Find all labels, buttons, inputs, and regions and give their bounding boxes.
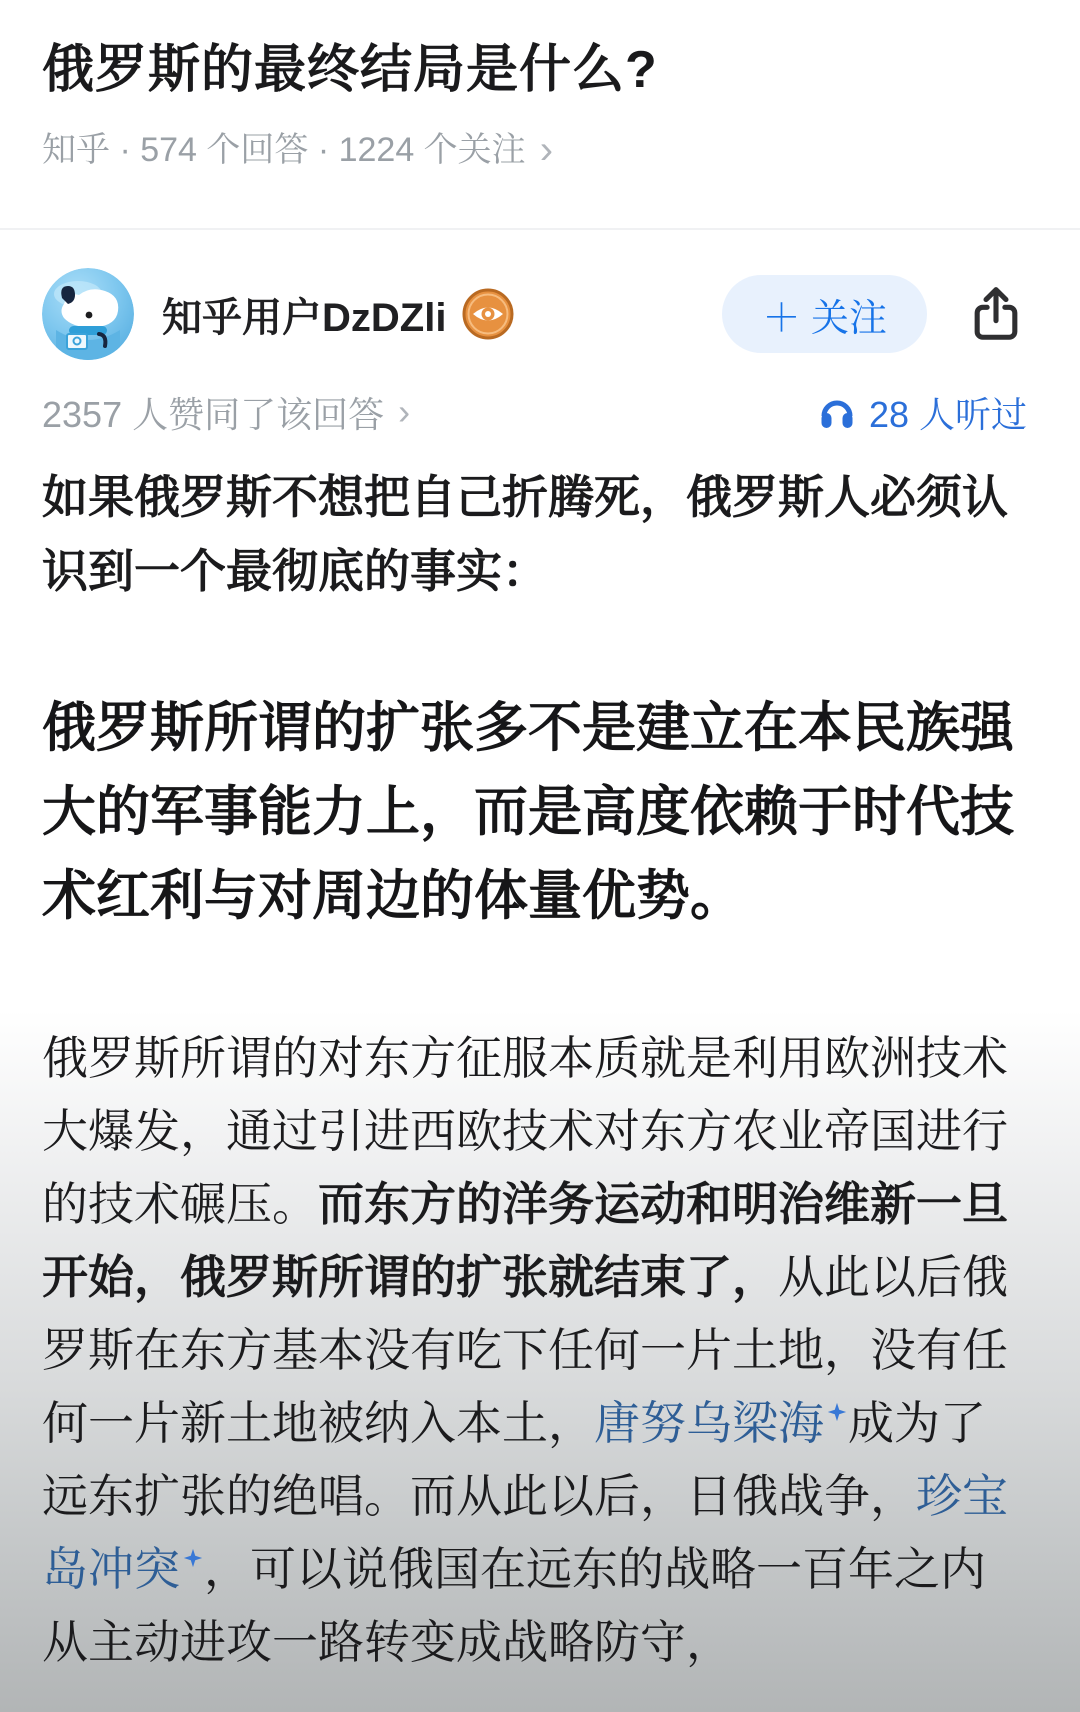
divider xyxy=(0,228,1080,230)
headphones-icon xyxy=(817,392,857,432)
stats-row xyxy=(42,390,1027,434)
paragraph-intro: 如果俄罗斯不想把自己折腾死，俄罗斯人必须认识到一个最彻底的事实： xyxy=(42,471,1008,597)
entity-link-star-icon xyxy=(182,1547,204,1569)
avatar[interactable] xyxy=(42,268,134,360)
body-text-bold: 而东方的洋务运动和明治维新一旦开始，俄罗斯所谓的扩张就结束了， xyxy=(42,1178,1008,1303)
eye-medal-badge-icon[interactable] xyxy=(462,288,514,340)
question-meta-text: 知乎 · 574 个回答 · 1224 个关注 xyxy=(42,131,526,169)
avatar-mascot-icon xyxy=(42,268,134,360)
paragraph-thesis: 俄罗斯所谓的扩张多不是建立在本民族强大的军事能力上，而是高度依赖于时代技术红利与对周边的体量优势。 xyxy=(42,698,1014,926)
entity-link-tannu-uriankhai[interactable]: 唐努乌梁海 xyxy=(594,1397,848,1449)
body-text: 成为了远东扩张的绝唱。而从此以后，日俄战争， xyxy=(42,1397,986,1522)
question-title[interactable]: 俄罗斯的最终结局是什么? xyxy=(42,41,658,99)
body-text: 从此以后俄罗斯在东方基本没有吃下任何一片土地，没有任何一片新土地被纳入本土， xyxy=(42,1251,1008,1449)
entity-link-star-icon xyxy=(826,1401,848,1423)
author-name[interactable]: 知乎用户DzDZli xyxy=(162,295,447,340)
paragraph-body xyxy=(42,1022,1027,1679)
chevron-right-icon: › xyxy=(398,391,411,432)
share-icon[interactable] xyxy=(965,283,1027,345)
entity-link-zhenbao-island[interactable]: 珍宝岛冲突 xyxy=(42,1470,1008,1595)
chevron-right-icon: › xyxy=(539,128,554,172)
upvote-text: 2357 人赞同了该回答 xyxy=(42,393,385,435)
body-text: ，可以说俄国在远东的战略一百年之内从主动进攻一路转变成战略防守， xyxy=(42,1543,986,1668)
listen-text: 28 人听过 xyxy=(868,393,1027,435)
listen-button[interactable] xyxy=(817,387,1027,438)
question-meta[interactable] xyxy=(42,130,1027,170)
upvote-count[interactable] xyxy=(42,387,410,438)
answer-content xyxy=(42,460,1027,1679)
follow-button[interactable]: ＋ 关注 xyxy=(722,275,927,353)
author-row xyxy=(42,266,1027,362)
body-text: 俄罗斯所谓的对东方征服本质就是利用欧洲技术大爆发，通过引进西欧技术对东方农业帝国进行的技术碾压。 xyxy=(42,1032,1008,1230)
